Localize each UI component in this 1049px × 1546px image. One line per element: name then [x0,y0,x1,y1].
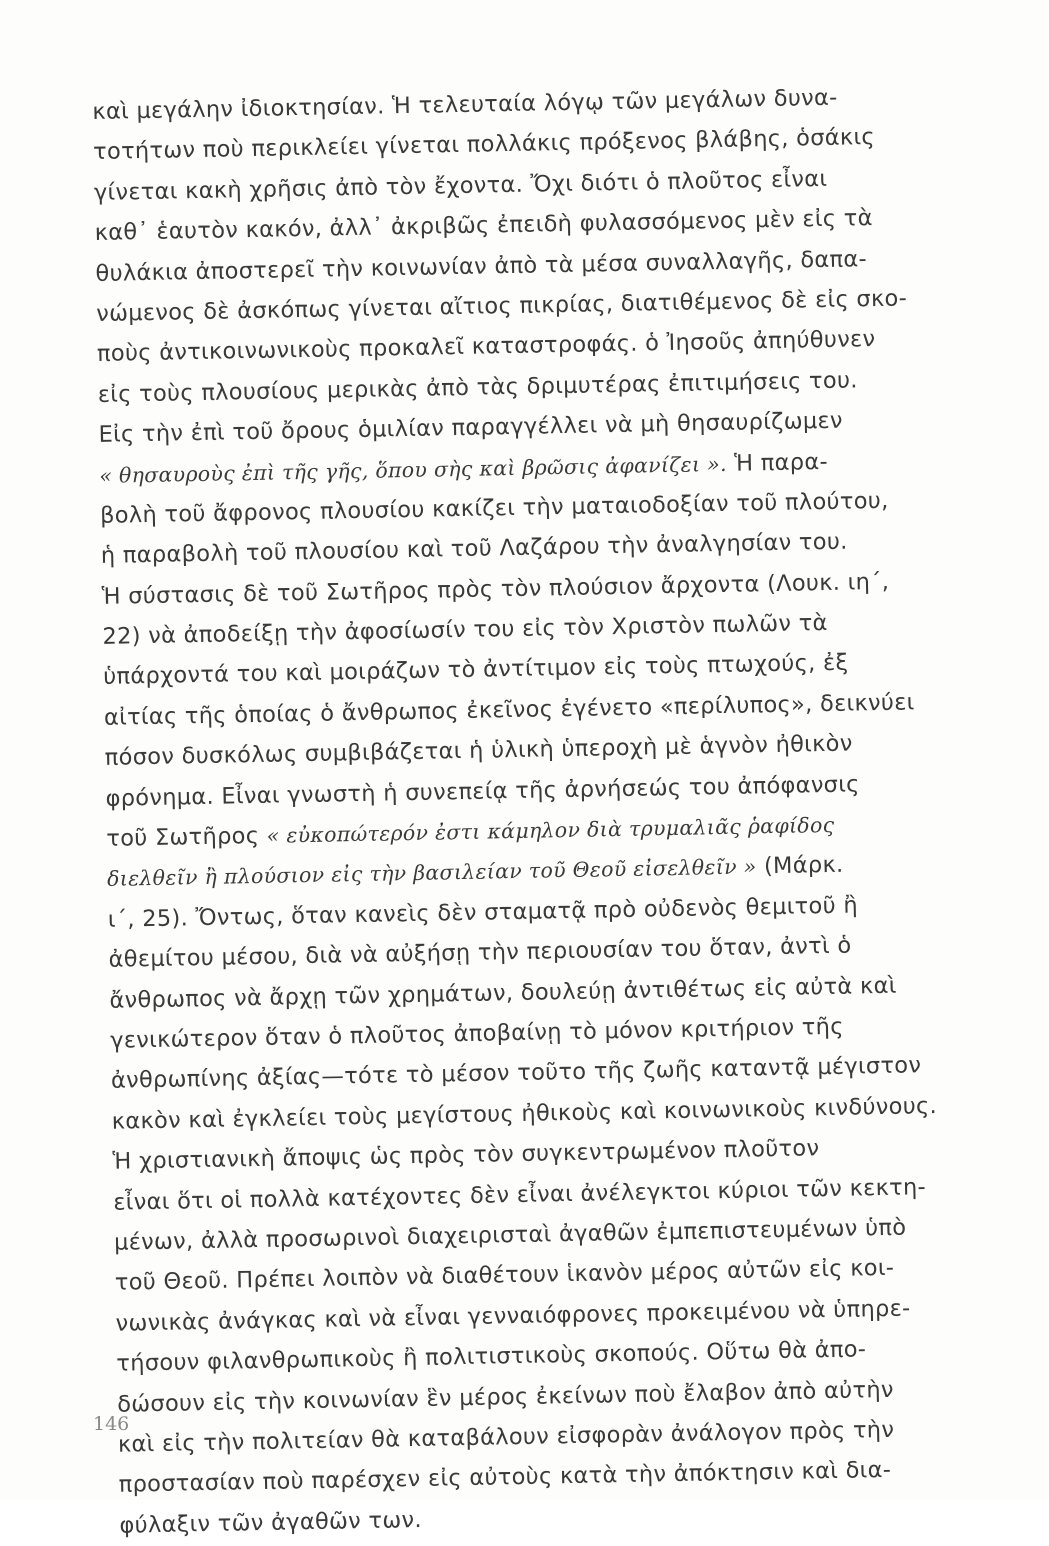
italic-quotation: « θησαυροὺς ἐπὶ τῆς γῆς, ὅπου σὴς καὶ βρῶσις ἀφανίζει ». [99,451,727,488]
text-run: εἰς τοὺς πλουσίους μερικὰς ἀπὸ τὰς δριμυτέρας ἐπιτιμήσεις του. [97,367,858,408]
text-run: Ἡ παρα- [726,448,829,477]
text-run: πόσον δυσκόλως συμβιβάζεται ἡ ὑλικὴ ὑπεροχὴ μὲ ἁγνὸν ἠθικὸν [104,730,853,772]
text-run: Εἰς τὴν ἐπὶ τοῦ ὄρους ὁμιλίαν παραγγέλλει νὰ μὴ θησαυρίζωμεν [98,407,844,449]
text-run: βολὴ τοῦ ἄφρονος πλουσίου κακίζει τὴν ματαιοδοξίαν τοῦ πλούτου, [99,487,889,529]
text-run: ἡ παραβολὴ τοῦ πλουσίου καὶ τοῦ Λαζάρου τὴν ἀναλγησίαν του. [100,528,848,570]
text-run: θυλάκια ἀποστερεῖ τὴν κοινωνίαν ἀπὸ τὰ μέσα συναλλαγῆς, δαπα- [95,245,868,287]
text-run: μένων, ἀλλὰ προσωρινοὶ διαχειρισταὶ ἀγαθῶν ἐμπεπιστευμένων ὑπὸ [113,1214,907,1256]
text-run: (Μάρκ. [756,852,844,880]
text-run: τήσουν φιλανθρωπικοὺς ἢ πολιτιστικοὺς σκοπούς. Οὕτω θὰ ἀπο- [116,1336,867,1377]
italic-quotation: « εὐκοπώτερόν ἐστι κάμηλον διὰ τρυμαλιᾶς ῥαφίδος [266,812,835,848]
text-run: Ἡ χριστιανικὴ ἄποψις ὡς πρὸς τὸν συγκεντρωμένον πλοῦτον [112,1135,820,1175]
text-run: ἄνθρωπος νὰ ἄρχῃ τῶν χρημάτων, δουλεύῃ ἀντιθέτως εἰς αὐτὰ καὶ [109,972,897,1014]
text-run: ὑπάρχοντά του καὶ μοιράζων τὸ ἀντίτιμον εἰς τοὺς πτωχούς, ἐξ [102,650,849,691]
text-run: καθ᾿ ἑαυτὸν κακόν, ἀλλ᾿ ἀκριβῶς ἐπειδὴ φυλασσόμενος μὲν εἰς τὰ [94,205,873,247]
text-run: τοῦ Σωτῆρος [106,822,267,852]
text-run: φύλαξιν τῶν ἀγαθῶν των. [119,1506,423,1539]
text-run: ἀθεμίτου μέσου, διὰ νὰ αὐξήσῃ τὴν περιουσίαν του ὅταν, ἀντὶ ὁ [108,932,852,974]
text-run: δώσουν εἰς τὴν κοινωνίαν ἓν μέρος ἐκείνων ποὺ ἔλαβον ἀπὸ αὐτὴν [116,1376,894,1418]
text-run: νωνικὰς ἀνάγκας καὶ νὰ εἶναι γενναιόφρονες προκειμένου νὰ ὑπηρε- [115,1295,911,1337]
text-run: εἶναι ὅτι οἱ πολλὰ κατέχοντες δὲν εἶναι ἀνέλεγκτοι κύριοι τῶν κεκτη- [113,1173,927,1216]
body-text [92,75,988,1545]
text-run: καὶ μεγάλην ἰδιοκτησίαν. Ἡ τελευταία λόγῳ τῶν μεγάλων δυνα- [92,84,838,125]
italic-quotation: διελθεῖν ἢ πλούσιον εἰς τὴν βασιλείαν τοῦ Θεοῦ εἰσελθεῖν » [106,854,757,892]
text-run: καὶ εἰς τὴν πολιτείαν θὰ καταβάλουν εἰσφορὰν ἀνάλογον πρὸς τὴν [117,1416,895,1458]
text-run: γενικώτερον ὅταν ὁ πλοῦτος ἀποβαίνῃ τὸ μόνον κριτήριον τῆς [109,1013,844,1054]
text-run: Ἡ σύστασις δὲ τοῦ Σωτῆρος πρὸς τὸν πλούσιον ἄρχοντα (Λουκ. ιη´, [101,568,890,610]
text-run: ἀνθρωπίνης ἀξίας—τότε τὸ μέσον τοῦτο τῆς ζωῆς καταντᾷ μέγιστον [110,1052,922,1095]
text-run: ι´, 25). Ὄντως, ὅταν κανεὶς δὲν σταματᾷ πρὸ οὐδενὸς θεμιτοῦ ἢ [107,892,859,933]
text-run: 22) νὰ ἀποδείξῃ τὴν ἀφοσίωσίν του εἰς τὸν Χριστὸν πωλῶν τὰ [102,610,828,650]
text-run: αἰτίας τῆς ὁποίας ὁ ἄνθρωπος ἐκεῖνος ἐγένετο «περίλυπος», δεικνύει [103,689,915,731]
text-run: τοῦ Θεοῦ. Πρέπει λοιπὸν νὰ διαθέτουν ἱκανὸν μέρος αὐτῶν εἰς κοι- [114,1255,895,1297]
text-run: γίνεται κακὴ χρῆσις ἀπὸ τὸν ἔχοντα. Ὄχι διότι ὁ πλοῦτος εἶναι [93,165,828,206]
text-run: ποὺς ἀντικοινωνικοὺς προκαλεῖ καταστροφάς. ὁ Ἰησοῦς ἀπηύθυνεν [96,326,876,368]
page-number: 146 [93,1413,130,1435]
text-run: κακὸν καὶ ἐγκλείει τοὺς μεγίστους ἠθικοὺς καὶ κοινωνικοὺς κινδύνους. [111,1092,938,1135]
text-run: προστασίαν ποὺ παρέσχεν εἰς αὐτοὺς κατὰ τὴν ἀπόκτησιν καὶ δια- [118,1457,892,1499]
text-run: φρόνημα. Εἶναι γνωστὴ ἡ συνεπείᾳ τῆς ἀρνήσεώς του ἀπόφανσις [105,771,860,812]
text-run: τοτήτων ποὺ περικλείει γίνεται πολλάκις πρόξενος βλάβης, ὁσάκις [92,124,876,166]
text-run: νώμενος δὲ ἀσκόπως γίνεται αἴτιος πικρίας, διατιθέμενος δὲ εἰς σκο- [96,285,908,327]
